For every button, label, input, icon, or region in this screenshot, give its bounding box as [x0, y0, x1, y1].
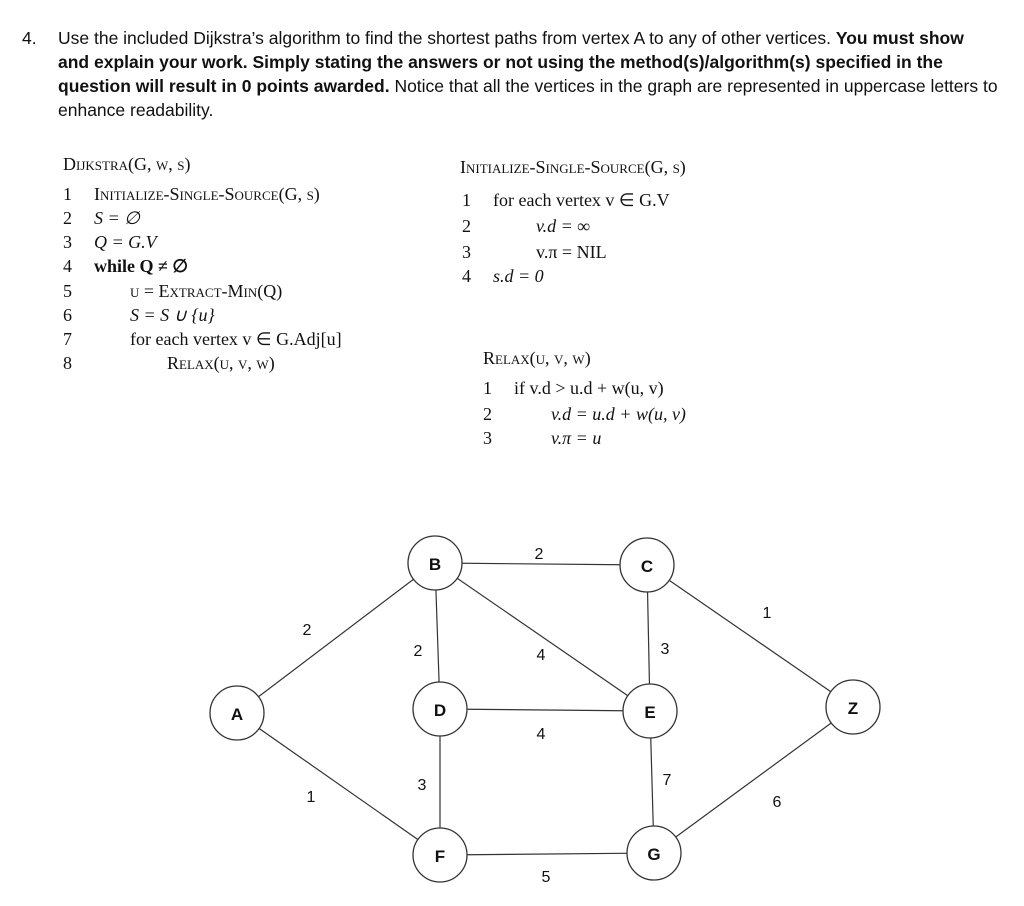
- line-number: 1: [483, 378, 492, 398]
- node-g-label: G: [647, 845, 661, 864]
- node-b: [408, 536, 462, 590]
- weight-d-f: 3: [417, 777, 427, 794]
- line-number: 3: [462, 242, 471, 262]
- edge-b-e: [435, 563, 650, 711]
- weight-b-d: 2: [413, 643, 423, 660]
- node-f-label: F: [434, 847, 446, 866]
- node-a-label: A: [230, 705, 244, 724]
- edge-g-z: [654, 707, 853, 853]
- question-text-warning: You must show and explain your work. Simply stating the answers or not using the method(s)/algorithm(s) specified in the question will result in 0 points awarded.: [58, 28, 964, 96]
- graph-edges: [237, 563, 853, 855]
- edge-weights: [303, 546, 782, 886]
- line-number: 8: [63, 353, 72, 373]
- line-number: 4: [63, 256, 72, 276]
- line-code: s.d = 0: [493, 266, 544, 286]
- line-code: for each vertex v ∈ G.Adj[u]: [130, 329, 342, 349]
- node-g: [627, 826, 681, 880]
- weight-b-e: 4: [536, 647, 546, 664]
- edge-a-b: [237, 563, 435, 713]
- node-e-label: E: [644, 703, 656, 722]
- line-code: v.π = NIL: [536, 242, 607, 262]
- line-number: 4: [462, 266, 471, 286]
- line-code: S = S ∪ {u}: [130, 305, 215, 325]
- line-number: 1: [462, 190, 471, 210]
- edge-a-f: [237, 713, 440, 855]
- weight-f-g: 5: [541, 869, 551, 886]
- node-c: [620, 538, 674, 592]
- line-code: v.d = u.d + w(u, v): [551, 404, 686, 424]
- edge-d-e: [440, 709, 650, 711]
- line-number: 6: [63, 305, 72, 325]
- node-z: [826, 680, 880, 734]
- weight-b-c: 2: [534, 546, 544, 563]
- line-code: u = Extract-Min(Q): [130, 281, 283, 301]
- line-number: 5: [63, 281, 72, 301]
- line-number: 2: [462, 216, 471, 236]
- dijkstra-title: Dijkstra(G, w, s): [63, 154, 191, 174]
- line-number: 3: [63, 232, 72, 252]
- line-number: 2: [63, 208, 72, 228]
- line-code: v.d = ∞: [536, 216, 591, 236]
- edge-b-c: [435, 563, 647, 565]
- line-code: if v.d > u.d + w(u, v): [514, 378, 664, 398]
- question-text-note: Notice that all the vertices in the graph are represented in uppercase letters to enhance readability.: [58, 76, 998, 120]
- weight-c-e: 3: [660, 641, 670, 658]
- weight-g-z: 6: [772, 794, 782, 811]
- line-code: Initialize-Single-Source(G, s): [94, 184, 320, 204]
- question-number: 4.: [22, 28, 37, 48]
- node-e: [623, 684, 677, 738]
- line-code: Relax(u, v, w): [167, 353, 275, 373]
- weight-a-f: 1: [306, 789, 316, 806]
- relax-title: Relax(u, v, w): [483, 348, 591, 368]
- weight-a-b: 2: [302, 622, 312, 639]
- node-f: [413, 828, 467, 882]
- question-text-intro: Use the included Dijkstra’s algorithm to find the shortest paths from vertex A to any of other vertices.: [58, 28, 836, 48]
- edge-f-g: [440, 853, 654, 855]
- node-d-label: D: [433, 701, 447, 720]
- node-c-label: C: [640, 557, 654, 576]
- line-number: 3: [483, 428, 492, 448]
- weight-d-e: 4: [536, 726, 546, 743]
- line-number: 1: [63, 184, 72, 204]
- initialize-title: Initialize-Single-Source(G, s): [460, 157, 686, 177]
- node-z-label: Z: [847, 699, 859, 718]
- line-code: for each vertex v ∈ G.V: [493, 190, 670, 210]
- node-b-label: B: [428, 555, 442, 574]
- edge-c-z: [647, 565, 853, 707]
- line-number: 7: [63, 329, 72, 349]
- graph-nodes: [210, 536, 880, 882]
- node-a: [210, 686, 264, 740]
- line-code: Q = G.V: [94, 232, 157, 252]
- line-code: S = ∅: [94, 208, 140, 228]
- line-number: 2: [483, 404, 492, 424]
- line-code: v.π = u: [551, 428, 602, 448]
- node-d: [413, 682, 467, 736]
- weight-e-g: 7: [662, 772, 672, 789]
- line-code: while Q ≠ ∅: [94, 256, 189, 276]
- weight-c-z: 1: [762, 605, 772, 622]
